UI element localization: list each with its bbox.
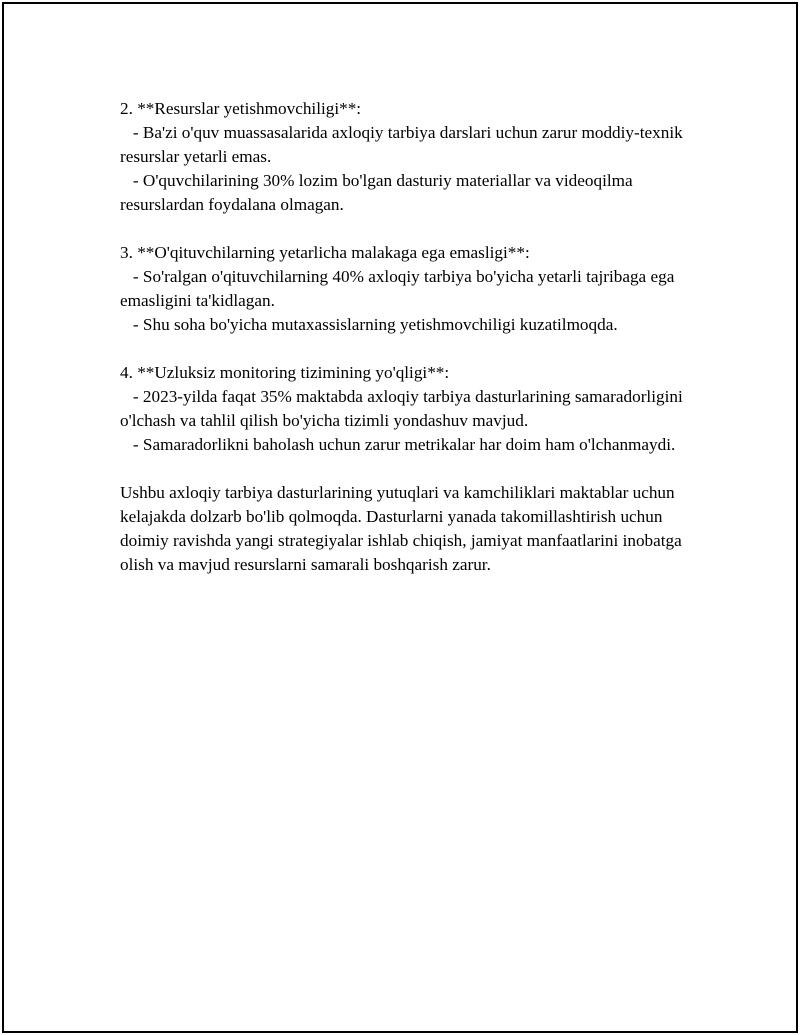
bullet-item: - O'quvchilarining 30% lozim bo'lgan dasturiy materiallar va videoqilma resurslardan foydalana olmagan. xyxy=(120,171,637,214)
section-heading: 2. **Resurslar yetishmovchiligi**: xyxy=(120,99,362,118)
bullet-item: - Shu soha bo'yicha mutaxassislarning yetishmovchiligi kuzatilmoqda. xyxy=(120,315,618,334)
bullet-item: - 2023-yilda faqat 35% maktabda axloqiy tarbiya dasturlarining samaradorligini o'lchash va tahlil qilish bo'yicha tizimli yondashuv mavjud. xyxy=(120,387,688,430)
section-monitoring xyxy=(120,361,690,457)
section-resources xyxy=(120,97,690,217)
bullet-item: - Samaradorlikni baholash uchun zarur metrikalar har doim ham o'lchanmaydi. xyxy=(120,435,676,454)
paragraph-gap xyxy=(120,457,690,481)
section-heading: 4. **Uzluksiz monitoring tizimining yo'qligi**: xyxy=(120,363,450,382)
page-frame xyxy=(2,2,798,1033)
bullet-item: - So'ralgan o'qituvchilarning 40% axloqiy tarbiya bo'yicha yetarli tajribaga ega emasligini ta'kidlagan. xyxy=(120,267,679,310)
paragraph-gap xyxy=(120,217,690,241)
bullet-item: - Ba'zi o'quv muassasalarida axloqiy tarbiya darslari uchun zarur moddiy-texnik resurslar yetarli emas. xyxy=(120,123,688,166)
conclusion-paragraph: Ushbu axloqiy tarbiya dasturlarining yutuqlari va kamchiliklari maktablar uchun kelajakda dolzarb bo'lib qolmoqda. Dasturlarni yanada takomillashtirish uchun doimiy ravishda yangi strategiyalar ishlab chiqish, jamiyat manfaatlarini inobatga olish va mavjud resurslarni samarali boshqarish zarur. xyxy=(120,483,687,574)
document-body xyxy=(120,97,690,577)
section-heading: 3. **O'qituvchilarning yetarlicha malakaga ega emasligi**: xyxy=(120,243,530,262)
paragraph-gap xyxy=(120,337,690,361)
section-teachers xyxy=(120,241,690,337)
